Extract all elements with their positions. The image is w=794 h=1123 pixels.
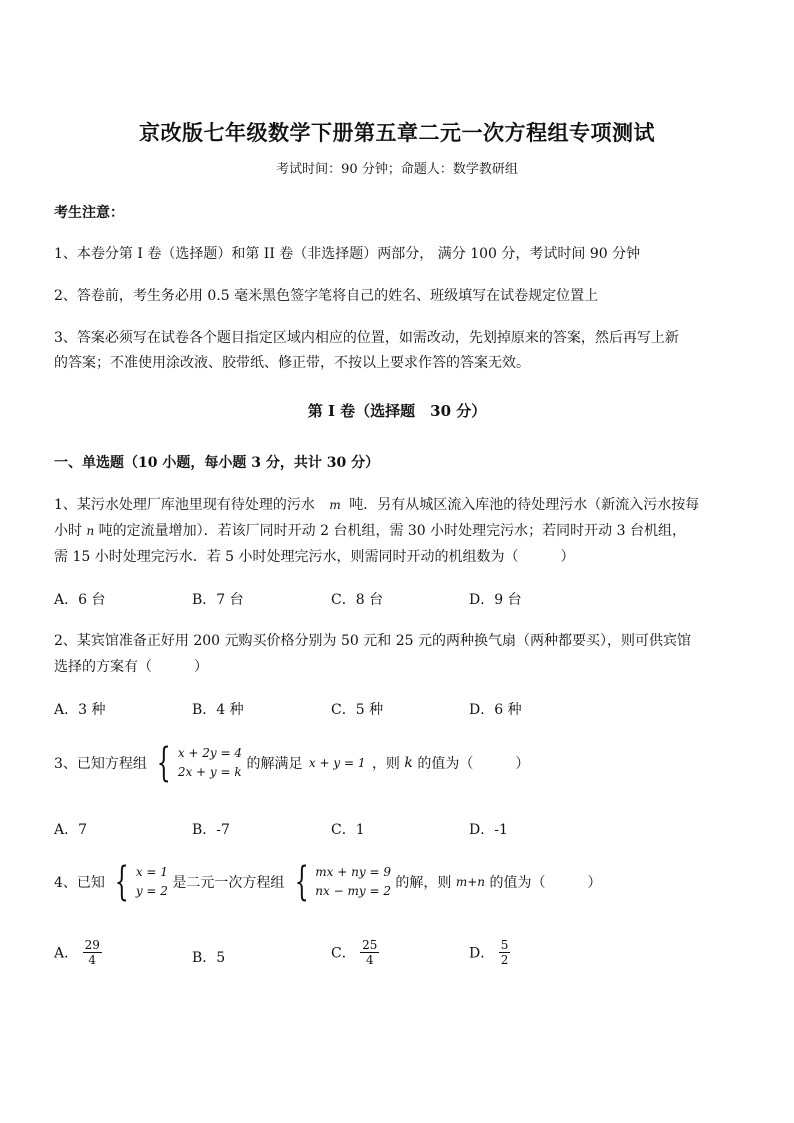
notice-item-3-line-1: 3、答案必须写在试卷各个题目指定区域内相应的位置，如需改动，先划掉原来的答案，然后再写上新 bbox=[54, 330, 679, 346]
question-4 bbox=[54, 859, 602, 905]
section-title: 第 I 卷（选择题 30 分） bbox=[307, 402, 487, 420]
q4-option-d-label: D． bbox=[469, 945, 495, 962]
q3-eq-1: x + 2y = 4 bbox=[177, 746, 243, 760]
q4-mid-2: 的解，则 bbox=[395, 875, 452, 891]
question-1-line-3: 需 15 小时处理完污水．若 5 小时处理完污水，则需同时开动的机组数为（ ） bbox=[54, 549, 575, 565]
q4-expr: m+n bbox=[455, 875, 486, 889]
q1-option-d[interactable]: D．9 台 bbox=[469, 592, 522, 608]
question-1-line-2 bbox=[54, 520, 686, 540]
q1-text-b: 吨．另有从城区流入库池的待处理污水（新流入污水按每 bbox=[349, 497, 700, 513]
q4-option-d[interactable] bbox=[469, 938, 510, 967]
q4-option-b[interactable]: B．5 bbox=[192, 950, 226, 966]
q4-equation-system bbox=[289, 859, 391, 905]
q4-option-d-numerator: 5 bbox=[500, 938, 509, 952]
q4-eq-2: nx − my = 2 bbox=[315, 884, 391, 898]
q4-option-c-label: C． bbox=[331, 945, 356, 962]
q4-eq-1: mx + ny = 9 bbox=[315, 865, 391, 879]
exam-title: 京改版七年级数学下册第五章二元一次方程组专项测试 bbox=[139, 120, 655, 145]
q1-option-a[interactable]: A．6 台 bbox=[54, 592, 106, 608]
q4-option-c-numerator: 25 bbox=[362, 938, 378, 952]
q4-option-a-numerator: 29 bbox=[84, 938, 100, 952]
q4-option-a-fraction bbox=[83, 938, 102, 967]
q4-middle: 是二元一次方程组 bbox=[172, 875, 285, 891]
q1-text-d: 吨的定流量增加）．若该厂同时开动 2 台机组，需 30 小时处理完污水；若同时开动 3 台机组， bbox=[98, 523, 686, 539]
question-2-line-2: 选择的方案有（ ） bbox=[54, 659, 208, 675]
q3-var-k: k bbox=[404, 755, 413, 771]
q1-option-c[interactable]: C．8 台 bbox=[331, 592, 384, 608]
q3-middle: 的解满足 bbox=[246, 756, 303, 772]
q1-text-a: 1、某污水处理厂库池里现有待处理的污水 bbox=[54, 497, 315, 513]
q2-option-d[interactable]: D．6 种 bbox=[469, 702, 522, 718]
q4-prefix: 4、已知 bbox=[54, 875, 105, 891]
q2-option-c[interactable]: C．5 种 bbox=[331, 702, 384, 718]
q1-var-n: n bbox=[86, 524, 95, 538]
notice-heading: 考生注意： bbox=[54, 205, 124, 221]
q3-condition: x + y = 1 bbox=[308, 756, 366, 770]
q4-option-d-fraction bbox=[499, 938, 511, 967]
q4-solution-system bbox=[109, 859, 168, 905]
q4-option-c[interactable] bbox=[331, 938, 379, 967]
notice-item-1: 1、本卷分第 I 卷（选择题）和第 II 卷（非选择题）两部分， 满分 100 分，考试时间 90 分钟 bbox=[54, 246, 641, 262]
q3-suffix: 的值为（ ） bbox=[417, 756, 530, 772]
q4-option-d-denominator: 2 bbox=[500, 953, 509, 967]
q4-brace-2: { bbox=[294, 859, 309, 905]
question-3 bbox=[54, 740, 530, 786]
q2-option-a[interactable]: A．3 种 bbox=[54, 702, 106, 718]
q4-option-c-denominator: 4 bbox=[365, 953, 374, 967]
q3-prefix: 3、已知方程组 bbox=[54, 756, 147, 772]
q4-suffix: 的值为（ ） bbox=[489, 875, 602, 891]
notice-item-2: 2、答卷前，考生务必用 0.5 毫米黑色签字笔将自己的姓名、班级填写在试卷规定位置上 bbox=[54, 288, 599, 304]
q3-option-c[interactable]: C．1 bbox=[331, 822, 365, 838]
q1-text-c: 小时 bbox=[54, 523, 82, 539]
q4-sol-2: y = 2 bbox=[135, 884, 168, 898]
q3-brace: { bbox=[157, 740, 172, 786]
exam-subtitle: 考试时间：90 分钟；命题人：数学教研组 bbox=[276, 162, 518, 177]
part-heading: 一、单选题（10 小题，每小题 3 分，共计 30 分） bbox=[54, 455, 380, 471]
q3-eq-2: 2x + y = k bbox=[177, 765, 242, 779]
q4-option-a-denominator: 4 bbox=[88, 953, 97, 967]
question-1-line-1 bbox=[54, 494, 699, 514]
q3-option-d[interactable]: D．-1 bbox=[469, 822, 508, 838]
q1-option-b[interactable]: B．7 台 bbox=[192, 592, 244, 608]
q4-option-c-fraction bbox=[360, 938, 379, 967]
q3-mid-2: ，则 bbox=[371, 756, 400, 772]
q3-option-a[interactable]: A．7 bbox=[54, 822, 88, 838]
q4-option-a[interactable] bbox=[54, 938, 102, 967]
question-2-line-1: 2、某宾馆准备正好用 200 元购买价格分别为 50 元和 25 元的两种换气扇（两种都要买），则可供宾馆 bbox=[54, 633, 691, 649]
q4-brace-1: { bbox=[115, 859, 130, 905]
q4-option-a-label: A． bbox=[54, 945, 79, 962]
q1-var-m: m bbox=[329, 498, 341, 512]
notice-item-3-line-2: 的答案；不准使用涂改液、胶带纸、修正带，不按以上要求作答的答案无效。 bbox=[54, 355, 530, 371]
q3-option-b[interactable]: B．-7 bbox=[192, 822, 230, 838]
q3-equation-system bbox=[151, 740, 243, 786]
q2-option-b[interactable]: B．4 种 bbox=[192, 702, 244, 718]
q4-sol-1: x = 1 bbox=[135, 865, 168, 879]
